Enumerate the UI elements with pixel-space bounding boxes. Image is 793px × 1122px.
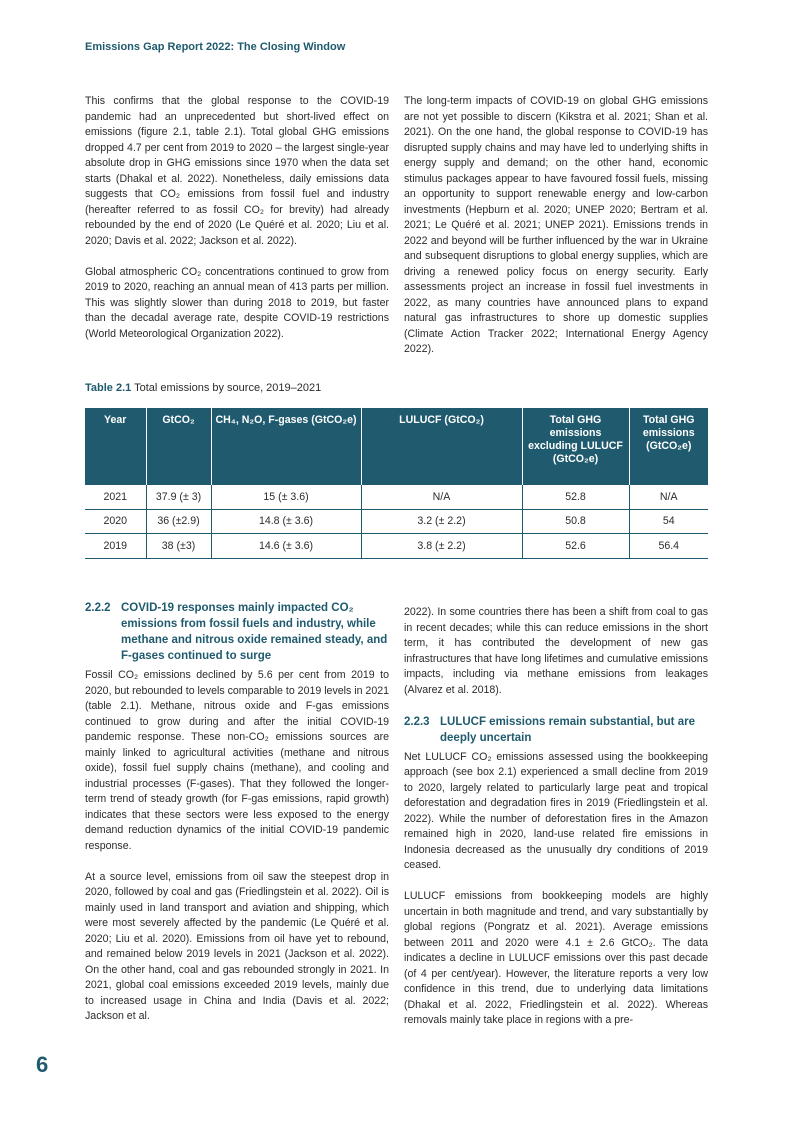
page-number: 6	[36, 1052, 49, 1077]
section-heading	[85, 600, 389, 664]
header-cell: GtCO₂	[146, 408, 211, 485]
table-cell: 38 (±3)	[146, 534, 211, 559]
paragraph: The long-term impacts of COVID-19 on global GHG emissions are not yet possible to discern (Kikstra et al. 2021; Shan et al. 2021). On the one hand, the global response to COVID-19 has disrupted supply chains and may have led to underlying shifts in energy supply and demand; on the other hand, economic stimulus packages appear to have favoured fossil fuels, missing an opportunity to support renewable energy and low-carbon investments (Hepburn et al. 2020; UNEP 2020; Bertram et al. 2021; Le Quéré et al. 2021; UNEP 2021). Emissions trends in 2022 and beyond will be further influenced by the war in Ukraine and subsequent disruptions to global energy supplies, which are driving a renewed policy focus on energy security. Early assessments project an increase in fossil fuel investments in 2022, as many countries have announced plans to expand natural gas infrastructures to shore up domestic supplies (Climate Action Tracker 2022; International Energy Agency 2022).	[404, 95, 708, 355]
paragraph: This confirms that the global response to the COVID-19 pandemic had an unprecedented but short-lived effect on emissions (figure 2.1, table 2.1). Total global GHG emissions dropped 4.7 per cent from 2019 to 2020 – the largest single-year absolute drop in GHG emissions since 1970 when the data set starts (Dhakal et al. 2022). Nonetheless, daily emissions data suggests that CO₂ emissions from fossil fuel and industry (hereafter referred to as fossil CO₂ for brevity) had already rebounded by the end of 2020 (Le Quéré et al. 2020; Liu et al. 2020; Davis et al. 2022; Jackson et al. 2022).	[85, 95, 389, 247]
table-cell: 50.8	[522, 509, 629, 534]
paragraph: Global atmospheric CO₂ concentrations continued to grow from 2019 to 2020, reaching an annual mean of 413 parts per million. This was slightly slower than during 2018 to 2019, but faster than the decadal average rate, despite COVID-19 restrictions (World Meteorological Organization 2022).	[85, 265, 389, 340]
table-row	[85, 509, 708, 534]
table-cell: 37.9 (± 3)	[146, 485, 211, 510]
header-cell: Year	[85, 408, 146, 485]
table-cell: 52.6	[522, 534, 629, 559]
section-title: LULUCF emissions remain substantial, but are deeply uncertain	[440, 715, 695, 744]
paragraph: 2022). In some countries there has been a shift from coal to gas in recent decades; while this can reduce emissions in the short term, it has contributed the development of new gas infrastructures that have long lifetimes and cumulative emissions impacts, including via methane emissions from leakages (Alvarez et al. 2018).	[404, 606, 708, 696]
table-cell: 2020	[85, 509, 146, 534]
header-cell: Total GHG emissions (GtCO₂e)	[629, 408, 708, 485]
table-cell: 14.6 (± 3.6)	[211, 534, 361, 559]
header-cell: CH₄, N₂O, F-gases (GtCO₂e)	[211, 408, 361, 485]
left-column-bottom	[85, 600, 389, 1040]
paragraph: LULUCF emissions from bookkeeping models are highly uncertain in both magnitude and trend, and vary substantially by global regions (Pongratz et al. 2021). Average emissions between 2011 and 2020 were 4.1 ± 2.6 GtCO₂. The data indicates a decline in LULUCF emissions over this past decade (of 4 per cent/year). However, the literature reports a very low confidence in this trend, due to underlying data limitations (Dhakal et al. 2022, Friedlingstein et al. 2022). Whereas removals mainly take place in regions with a pre-	[404, 890, 708, 1026]
section-number: 2.2.3	[404, 715, 430, 728]
header-cell: Total GHG emissions excluding LULUCF (GtCO₂e)	[522, 408, 629, 485]
right-column-bottom	[404, 605, 708, 1044]
table-cell: N/A	[629, 485, 708, 510]
table-cell: 3.8 (± 2.2)	[361, 534, 522, 559]
table-cell: 2019	[85, 534, 146, 559]
emissions-table	[85, 408, 708, 559]
paragraph: At a source level, emissions from oil saw the steepest drop in 2020, followed by coal and gas (Friedlingstein et al. 2022). Oil is mainly used in land transport and aviation and shipping, which were most severely affected by the pandemic (Le Quéré et al. 2020; Liu et al. 2020). Emissions from oil have yet to rebound, and remained below 2019 levels in 2021 (Jackson et al. 2022). On the other hand, coal and gas rebounded strongly in 2021. In 2021, global coal emissions exceeded 2019 levels, mainly due to increased usage in China and India (Davis et al. 2022; Jackson et al.	[85, 870, 389, 1022]
table-cell: 2021	[85, 485, 146, 510]
running-title: Emissions Gap Report 2022: The Closing Window	[85, 41, 346, 53]
table-row	[85, 485, 708, 510]
table-cell: 15 (± 3.6)	[211, 485, 361, 510]
paragraph: Fossil CO₂ emissions declined by 5.6 per cent from 2019 to 2020, but rebounded to levels comparable to 2019 levels in 2021 (table 2.1). Methane, nitrous oxide and F-gas emissions continued to grow during and after the initial COVID-19 pandemic response. These non-CO₂ emissions sources are mainly linked to agricultural activities (methane and nitrous oxide), fossil fuel supply chains (methane), and cooling and industrial processes (F-gases). That they followed the longer-term trend of steady growth (for F-gas emissions, rapid growth) indicates that these sectors were less exposed to the energy demand reduction dynamics of the initial COVID-19 pandemic response.	[85, 669, 389, 852]
table-caption	[85, 382, 321, 394]
header-cell: LULUCF (GtCO₂)	[361, 408, 522, 485]
table-cell: 54	[629, 509, 708, 534]
table-cell: 14.8 (± 3.6)	[211, 509, 361, 534]
right-column-top	[404, 94, 708, 373]
left-column-top	[85, 94, 389, 358]
section-number: 2.2.2	[85, 602, 111, 614]
table-cell: 56.4	[629, 534, 708, 559]
section-title: COVID-19 responses mainly impacted CO₂ emissions from fossil fuels and industry, while methane and nitrous oxide remained steady, and F-gases continued to surge	[121, 602, 388, 662]
table-label: Table 2.1	[85, 382, 132, 394]
table-cell: 36 (±2.9)	[146, 509, 211, 534]
table-cell: 3.2 (± 2.2)	[361, 509, 522, 534]
table-cell: 52.8	[522, 485, 629, 510]
table-header-row	[85, 408, 708, 485]
table-cell: N/A	[361, 485, 522, 510]
table-row	[85, 534, 708, 559]
section-heading	[404, 714, 708, 746]
table-caption-text: Total emissions by source, 2019–2021	[134, 382, 322, 394]
paragraph: Net LULUCF CO₂ emissions assessed using the bookkeeping approach (see box 2.1) experienced a small decline from 2019 to 2020, largely related to particularly large peat and tropical deforestation and degradation fires in 2019 (Friedlingstein et al. 2022). While the number of deforestation fires in the Amazon remained high in 2020, land-use related fire emissions in Indonesia decreased as the unusually dry conditions of 2019 ceased.	[404, 750, 708, 871]
